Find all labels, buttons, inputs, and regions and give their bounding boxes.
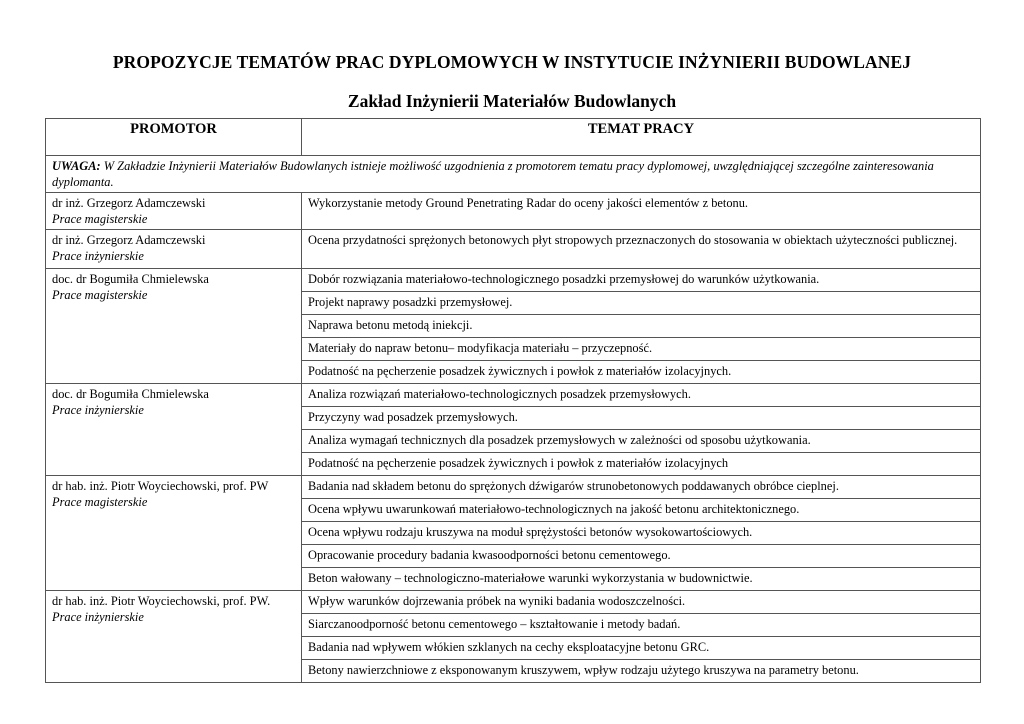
topic-cell: Badania nad składem betonu do sprężonych dźwigarów strunobetonowych poddawanych obróbce cieplnej. xyxy=(302,476,981,499)
promoter-name: doc. dr Bogumiła Chmielewska xyxy=(52,387,209,401)
promoter-name: dr hab. inż. Piotr Woyciechowski, prof. PW. xyxy=(52,594,271,608)
header-promoter: PROMOTOR xyxy=(46,119,302,156)
promoter-cell xyxy=(46,384,302,476)
header-topic: TEMAT PRACY xyxy=(302,119,981,156)
note-row xyxy=(46,156,981,193)
topic-cell: Projekt naprawy posadzki przemysłowej. xyxy=(302,292,981,315)
table-row xyxy=(46,193,981,230)
topic-cell: Ocena przydatności sprężonych betonowych płyt stropowych przeznaczonych do stosowania w obiektach użyteczności publicznej. xyxy=(302,230,981,269)
topic-cell: Analiza wymagań technicznych dla posadzek przemysłowych w zależności od sposobu użytkowania. xyxy=(302,430,981,453)
promoter-name: dr inż. Grzegorz Adamczewski xyxy=(52,196,206,210)
topic-cell: Wpływ warunków dojrzewania próbek na wyniki badania wodoszczelności. xyxy=(302,591,981,614)
topic-cell: Betony nawierzchniowe z eksponowanym kruszywem, wpływ rodzaju użytego kruszywa na parametry betonu. xyxy=(302,660,981,683)
table-row xyxy=(46,230,981,269)
topic-cell: Opracowanie procedury badania kwasoodporności betonu cementowego. xyxy=(302,545,981,568)
topic-cell: Analiza rozwiązań materiałowo-technologicznych posadzek przemysłowych. xyxy=(302,384,981,407)
thesis-type: Prace magisterskie xyxy=(52,288,148,302)
thesis-type: Prace magisterskie xyxy=(52,495,148,509)
promoter-cell xyxy=(46,230,302,269)
table-row xyxy=(46,591,981,614)
promoter-name: dr inż. Grzegorz Adamczewski xyxy=(52,233,206,247)
thesis-type: Prace inżynierskie xyxy=(52,403,144,417)
topic-cell: Naprawa betonu metodą iniekcji. xyxy=(302,315,981,338)
page-title: PROPOZYCJE TEMATÓW PRAC DYPLOMOWYCH W INSTYTUCIE INŻYNIERII BUDOWLANEJ xyxy=(112,52,912,72)
promoter-name: doc. dr Bogumiła Chmielewska xyxy=(52,272,209,286)
topic-cell: Siarczanoodporność betonu cementowego – kształtowanie i metody badań. xyxy=(302,614,981,637)
note-text: W Zakładzie Inżynierii Materiałów Budowlanych istnieje możliwość uzgodnienia z promotorem tematu pracy dyplomowej, uwzględniającej szczególne zainteresowania dyplomanta. xyxy=(52,159,934,189)
thesis-type: Prace inżynierskie xyxy=(52,249,144,263)
topic-cell: Beton wałowany – technologiczno-materiałowe warunki wykorzystania w budownictwie. xyxy=(302,568,981,591)
promoter-cell xyxy=(46,476,302,591)
topic-cell: Badania nad wpływem włókien szklanych na cechy eksploatacyjne betonu GRC. xyxy=(302,637,981,660)
table-row xyxy=(46,384,981,407)
topic-cell: Dobór rozwiązania materiałowo-technologicznego posadzki przemysłowej do warunków użytkowania. xyxy=(302,269,981,292)
table-header-row xyxy=(46,119,981,156)
promoter-cell xyxy=(46,193,302,230)
promoter-name: dr hab. inż. Piotr Woyciechowski, prof. PW xyxy=(52,479,269,493)
promoter-cell xyxy=(46,269,302,384)
promoter-cell xyxy=(46,591,302,683)
topic-cell: Podatność na pęcherzenie posadzek żywicznych i powłok z materiałów izolacyjnych xyxy=(302,453,981,476)
topic-cell: Wykorzystanie metody Ground Penetrating Radar do oceny jakości elementów z betonu. xyxy=(302,193,981,230)
topic-cell: Podatność na pęcherzenie posadzek żywicznych i powłok z materiałów izolacyjnych. xyxy=(302,361,981,384)
page-subtitle: Zakład Inżynierii Materiałów Budowlanych xyxy=(347,91,677,111)
table-row xyxy=(46,269,981,292)
topics-table xyxy=(45,118,981,683)
topic-cell: Przyczyny wad posadzek przemysłowych. xyxy=(302,407,981,430)
note-label: UWAGA: xyxy=(52,159,101,173)
table-row xyxy=(46,476,981,499)
thesis-type: Prace magisterskie xyxy=(52,212,148,226)
note-cell xyxy=(46,156,981,193)
topic-cell: Materiały do napraw betonu– modyfikacja materiału – przyczepność. xyxy=(302,338,981,361)
topic-cell: Ocena wpływu uwarunkowań materiałowo-technologicznych na jakość betonu architektonicznego. xyxy=(302,499,981,522)
thesis-type: Prace inżynierskie xyxy=(52,610,144,624)
topic-cell: Ocena wpływu rodzaju kruszywa na moduł sprężystości betonów wysokowartościowych. xyxy=(302,522,981,545)
